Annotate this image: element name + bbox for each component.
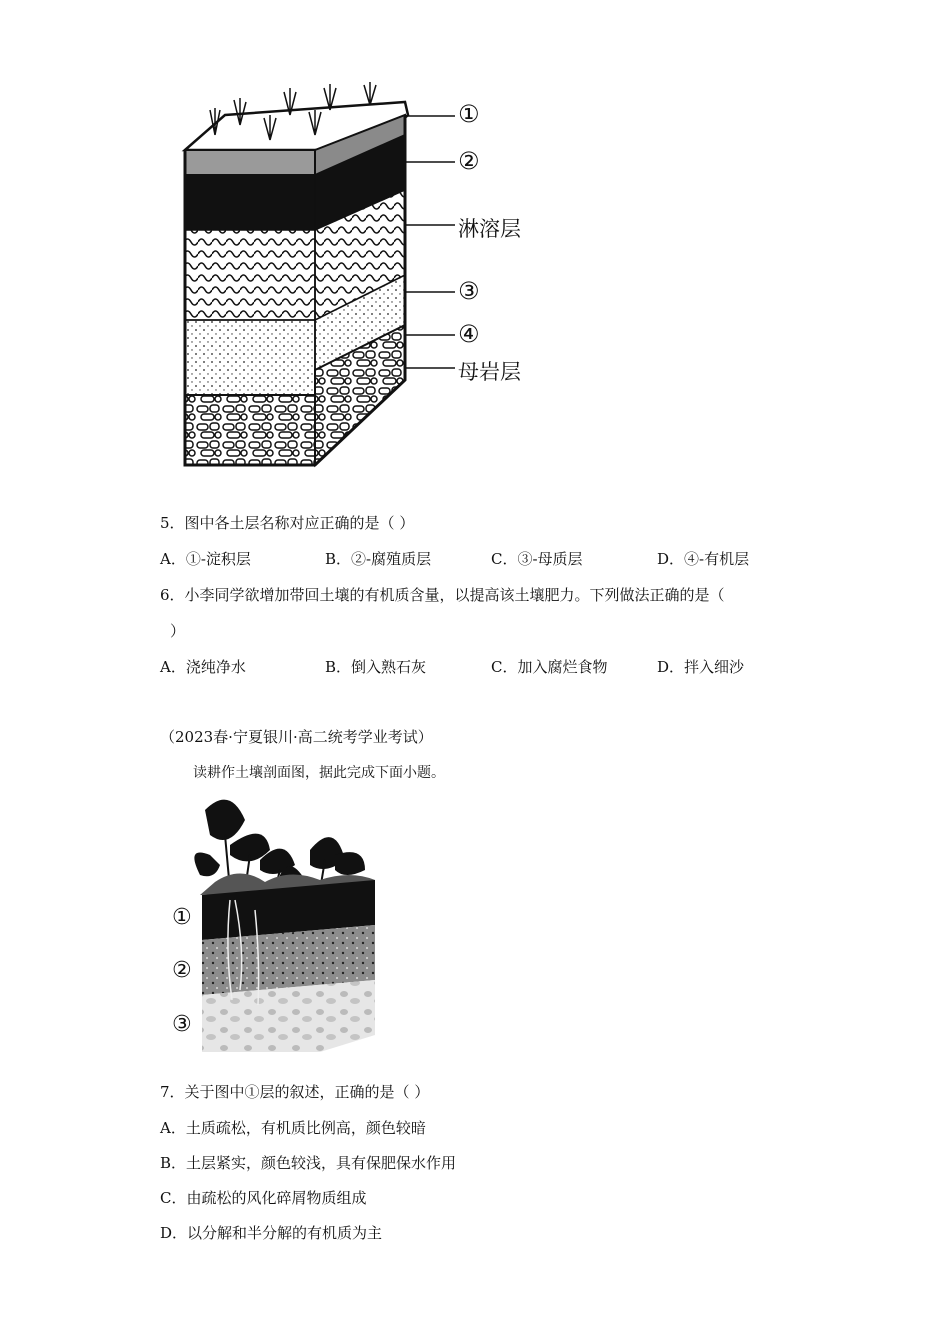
q6-option-b[interactable]: B．倒入熟石灰 [325,658,427,676]
figure2-label-2: ② [172,958,192,983]
q7-option-a[interactable]: A．土质疏松，有机质比例高，颜色较暗 [160,1119,426,1137]
q5-option-c[interactable]: C．③-母质层 [491,550,583,568]
soil-profile-figure-2 [170,790,390,1060]
figure1-label-1: ① [458,100,480,128]
q6-option-a[interactable]: A．浇纯净水 [160,658,246,676]
figure1-label-leaching-layer: 淋溶层 [458,217,521,241]
q7-option-d[interactable]: D．以分解和半分解的有机质为主 [160,1224,383,1242]
figure2-label-1: ① [172,905,192,930]
question-7-stem: 7．关于图中①层的叙述，正确的是（ ） [160,1083,430,1101]
q7-option-b[interactable]: B．土层紧实，颜色较浅，具有保肥保水作用 [160,1154,457,1172]
q5-option-b[interactable]: B．②-腐殖质层 [325,550,432,568]
q6-option-d[interactable]: D．拌入细沙 [657,658,745,676]
q5-option-a[interactable]: A．①-淀积层 [160,550,251,568]
soil-profile-drawing [170,80,550,480]
question-intro: 读耕作土壤剖面图，据此完成下面小题。 [193,765,445,781]
question-6-stem-continued: ） [170,622,186,640]
q7-option-c[interactable]: C．由疏松的风化碎屑物质组成 [160,1189,367,1207]
figure1-label-4: ④ [458,320,480,348]
question-5-stem: 5．图中各土层名称对应正确的是（ ） [160,514,415,532]
figure1-label-parent-rock: 母岩层 [458,360,521,384]
question-6-stem: 6．小李同学欲增加带回土壤的有机质含量，以提高该土壤肥力。下列做法正确的是（ [160,586,725,604]
question-source: （2023春·宁夏银川·高二统考学业考试） [160,728,433,746]
soil-profile-figure-1 [170,80,550,480]
figure1-label-3: ③ [458,277,480,305]
figure2-label-3: ③ [172,1012,192,1037]
cultivated-soil-drawing [170,790,390,1060]
q5-option-d[interactable]: D．④-有机层 [657,550,750,568]
q6-option-c[interactable]: C．加入腐烂食物 [491,658,608,676]
figure1-label-2: ② [458,147,480,175]
